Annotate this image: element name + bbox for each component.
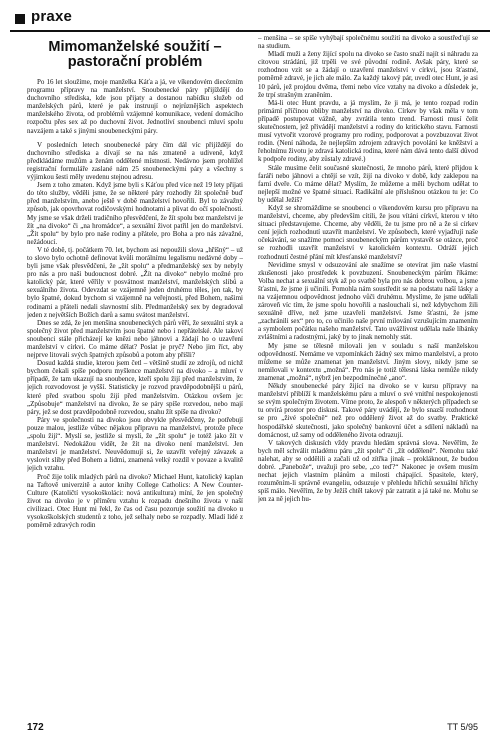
paragraph: Nevidíme smysl v odsuzování ale snažíme se otevírat jim naše vlastní zkušenosti jako prostředek k povzbuzení. Snoubeneckým párům říkáme: Volba nechat a sexuální styk až po svatbě byla pro nás dobrou volbou, a jsme šťastni, že jsme ji učinili. Pomohla nám soustředit se na podstatu naší lásky a na vzájemnou odpovědnost jednoho vůči druhému. Myslíme, že jsme udělali zároveň víc tím, že jsme spolu hovořili a naslouchali si, než kdybychom žili sexuálně dříve, než jsme uzavřeli manželství. Jsme šťastni, že jsme „zachránili sex“ pro to, co učinilo naše první milování vzrušujícím znamením a symbolem počátku našeho manželství. Tato uvážlivost udělala naše líbánky zvláštními a radostnými, jaký by to jinak nemohly stát. bbox=[258, 260, 478, 342]
section-rubric: praxe bbox=[31, 8, 73, 25]
page-footer bbox=[0, 718, 500, 738]
paragraph: Stále musíme čelit současné skutečnosti, že mnoho párů, které přijdou k faráři nebo jáhnovi a chtějí se vzít, žijí na divoko v době, kdy zaklepou na farní dveře. Co máme dělat? Myslím, že můžeme a měli bychom udělat to nejlepší možné ve špatné situaci. Radikální ale příslušnou otázkou tu je: Co by udělal Ježíš? bbox=[258, 163, 478, 204]
article-title-line-2: pastorační problém bbox=[67, 54, 203, 70]
issue-label: TT 5/95 bbox=[447, 722, 478, 732]
paragraph: Proč žije tolik mladých párů na divoko? Michael Hunt, katolický kaplan na Taftově univerzitě a autor knihy College Catholics: A New Counter-Culture (Katoličtí vysokoškoláci: nová antikultura) míní, že jen společný život na divoko je v příměru vztahu k rozpadu dnešního života v naší civilizaci. Otec Hunt mi řekl, že čas od času pozoruje soužití na divoko u vysokoškolských studentů z toho, jež selhaly nebo se rozpadly. Mladí lidé z poměrně zdravých rodin bbox=[27, 472, 243, 530]
paragraph: Mladí muži a ženy žijící spolu na divoko se často snaží najít si náhradu za citovou strádání, již trpěli ve své původní rodině. Avšak páry, které se rozhodnou vzít se a žádají o uzavření manželství v církvi, jsou šťastné, poměrně zdravé, je jich ale málo. Za každý takový pár, uvedl otec Hunt, je asi 10 párů, jež projdou dvěma, třemi nebo více vztahy na divoko a důsledek je, že trpí strašným zraněním. bbox=[258, 50, 478, 99]
paragraph: Po 16 let sloužíme, moje manželka Káťa a já, ve víkendovém diecézním programu přípravy na manželství. Snoubenecké páry přijíždějí do duchovního střediska, kde jsou přijaty a dostanou nabídku služeb od manželských párů, které je pak instruují o nejrůznějších aspektech manželského života, od problémů vzájemné komunikace, vedení domácího rozpočtu přes sex až po duchovní život. Jednotliví snoubenci mluví spolu navzájem a také s jinými snoubeneckými páry. bbox=[27, 78, 243, 135]
paragraph: V té době, tj. počátkem 70. let, bychom asi nepoužili slova „hříšný“ – už to slovo bylo ochotně definovat kvůli morálnímu legalismu nedávné doby – byli jsme však přesvědčeni, že „žít spolu“ a předmanželský sex by nebyly pro nás a pro naši budoucnost dobré. „Žít na divoko“ nebylo možné pro katolický pár, které věřily v posvátnost manželství, manželských slibů a sexuálního života. Odevzdat se vzájemně jeden druhému těles, jen tak, by bylo špatné, dokud bychom si vzájemně na veřejnosti, před Bohem, našimi rodinami a přáteli nedali slavnostní slib. Předmanželský sex by degradoval jeden z největších Božích darů a samu svátost manželství. bbox=[27, 245, 243, 319]
paragraph: My jsme se tělesně milovali jen v souladu s naší manželskou odpovědností. Nemáme ve vzpomínkách žádný sex mimo manželství, a proto můžeme se může znamenat jen manželství. Jiným slovy, nikdy jsme se nemilovali v kontextu „možná“. Pro nás je totiž tělesná láska nemůže nikdy znamenat „možná“, nýbrž jen bezpodmínečné „ano“. bbox=[258, 341, 478, 382]
bullet-square-icon bbox=[15, 14, 25, 24]
paragraph: Páry ve společnosti na divoko jsou obvykle přesvědčeny, že potřebují pouze malou, jestliže vůbec nějakou přípravu na manželství, protože přece „spolu žijí“. Myslí se, jestliže si myslí, že „žít spolu“ je totéž jako žít v manželství. Nedokážou vidět, že žít na divoko není manželství. Jen manželství je manželství. Neuvědomují si, že uzavřít veřejný závazek a vyslovit sliby před Bohem a lidmi, znamená velký rozdíl v povaze a kvalitě jejich vztahu. bbox=[27, 415, 243, 473]
paragraph: Dosud každá studie, kterou jsem četl – většině studií ze zdrojů, od nichž bychom čekali spíše podporu myšlence manželství na divoko – a mluví v případě, že tam ukazují na snoubence, kteří spolu žijí před manželstvím, že jejich rozvodovost je vyšší. Statisticky je rozvod pravděpodobnější u párů, které před svatbou spolu žijí před manželstvím. Otázkou ovšem je: „Způsobuje“ manželství na divoko, že se páry spíše rozvedou, nebo mají páry, jež se dost pravděpodobně rozvedou, snahu žít spíše na divoko? bbox=[27, 359, 243, 416]
paragraph: Má-li otec Hunt pravdu, a já myslím, že ji má, je tento rozpad rodin primární příčinou obliby manželství na divoko. Církev by však měla v tom případě postupovat vážně, aby zvrátila tento trend. Farnosti musí čelit skutečnostem, jež přivádějí manželství a rodiny do kritického stavu. Farnosti musí vytvořit vzorové programy pro rodiny, podporovat a povzbuzovat život rodin. (Není náhoda, že nejlepším zdrojem zdravých povolání ke kněžství a řeholnímu životu je zdravá katolická rodina, které nám dává tento další důvod k podpoře rodiny, aby zůstaly zdravé.) bbox=[258, 98, 478, 164]
page-number: 172 bbox=[27, 722, 44, 733]
paragraph: Když se shromáždíme se snoubenci o víkendovém kursu pro přípravu na manželství, chceme, aby především cítili, že jsou vítáni církví, kterou v této situaci představujeme. Chceme, aby věděli, že tu jsme pro ně a že si církev cení jejich rozhodnutí uzavřít manželství. Ve způsobech, které vyjadřují naše očekávání, se snažíme pomoci snoubeneckým párům vystavět se otázce, proč se rozhodli uzavřít manželství v katolickém kontextu. Odráží jejich rozhodnutí čestné přání mít křesťanské manželství? bbox=[258, 203, 478, 261]
article-column-left bbox=[27, 34, 243, 714]
paragraph: – menšina – se spíše vyhýbají společnému soužití na divoko a soustřeďují se na studium. bbox=[258, 34, 478, 51]
article-title bbox=[27, 40, 243, 70]
paragraph: V takových diskusích vždy pravdu hledám správná slova. Nevěřím, že bych měl schválit mladému páru „žít spolu“ či „žít odděleně“. Nemohu také nalehat, aby se oddělili a začali už od zítřka jinak – prokláknout, že budou dobré. „Panebože“, uvažuji pro sebe, „co teď?“ Nakonec je ovšem musím nechat jejich vlastním plánům a milosti chápající. Spasitele, který, rozuměním-li správně evangeliu, odsuzuje v přehledu hříchů sexuální hříchy spíš málo. Nevěřím, že by Ježíš chtěl takový pár zatratit a já také ne. Mohu se jen za ně jejich hu- bbox=[258, 438, 478, 504]
article-title-line-1: Mimomanželské soužití – bbox=[48, 39, 222, 55]
article-column-right bbox=[258, 34, 478, 714]
paragraph: Jsem z toho zmaten. Když jsme byli s Káťou před více než 19 lety přijati do této služby, věděli jsme, že se některé páry rozhodly žít společně buď před manželstvím, anebo ještě v době manželství hovořili. Byl to závažný způsob, jak opovrhovat rodičovskými hodnotami a plivat do očí společnosti. My jsme se však drželi tradičního přesvědčení, že žít spolu bez manželství je žít „na divoko“ či „na hromádce“, a sexuální život patřil jen do manželství. „Žít spolu“ by bylo pro naše rodiny a přátele, pro Boha a pro nás závažné, nežádoucí. bbox=[27, 181, 243, 246]
paragraph: Někdy snoubenecké páry žijící na divoko se v kursu přípravy na manželství přiblíží k manželskému páru a mluví o své vnitřní nespokojenosti se svým společným životem. Víme proto, že alespoň v některých případech se tu otvírá prostor pro diskusi. Takové páry uvádějí, že bylo snazší rozhodnout se pro „živé společně“ než pro oddělený život až do svatby. Praktické hospodářské skutečnosti, jako společný bankovní účet a sdílení nákladů na domácnost, už samy od odděleného života odrazují. bbox=[258, 382, 478, 439]
section-header bbox=[10, 8, 490, 32]
paragraph: V posledních letech snoubenecké páry čím dál víc přijíždějí do duchovního střediska a dívají se na nás zmateně a udiveně, když předkládáme mužům a ženám oddělené místnosti. Nedávno jsem prohlížel registrační formuláře zaslané nám 25 snoubeneckými páry a všechny s výjimkou šesti měly uvedenu stejnou adresu. bbox=[27, 140, 243, 182]
header-rule bbox=[10, 30, 490, 32]
paragraph: Dnes se zdá, že jen menšina snoubeneckých párů věří, že sexuální styk a společný život před manželstvím jsou špatné nebo i nepřátelské. Ale takoví snoubenci stále přicházejí ke knězi nebo jáhnovi a žádají ho o uzavření manželství v církvi. Co máme dělat? Poslat je pryč? Nebo jim říct, aby nejprve litovali svých špatných způsobů a potom aby přišli? bbox=[27, 318, 243, 360]
